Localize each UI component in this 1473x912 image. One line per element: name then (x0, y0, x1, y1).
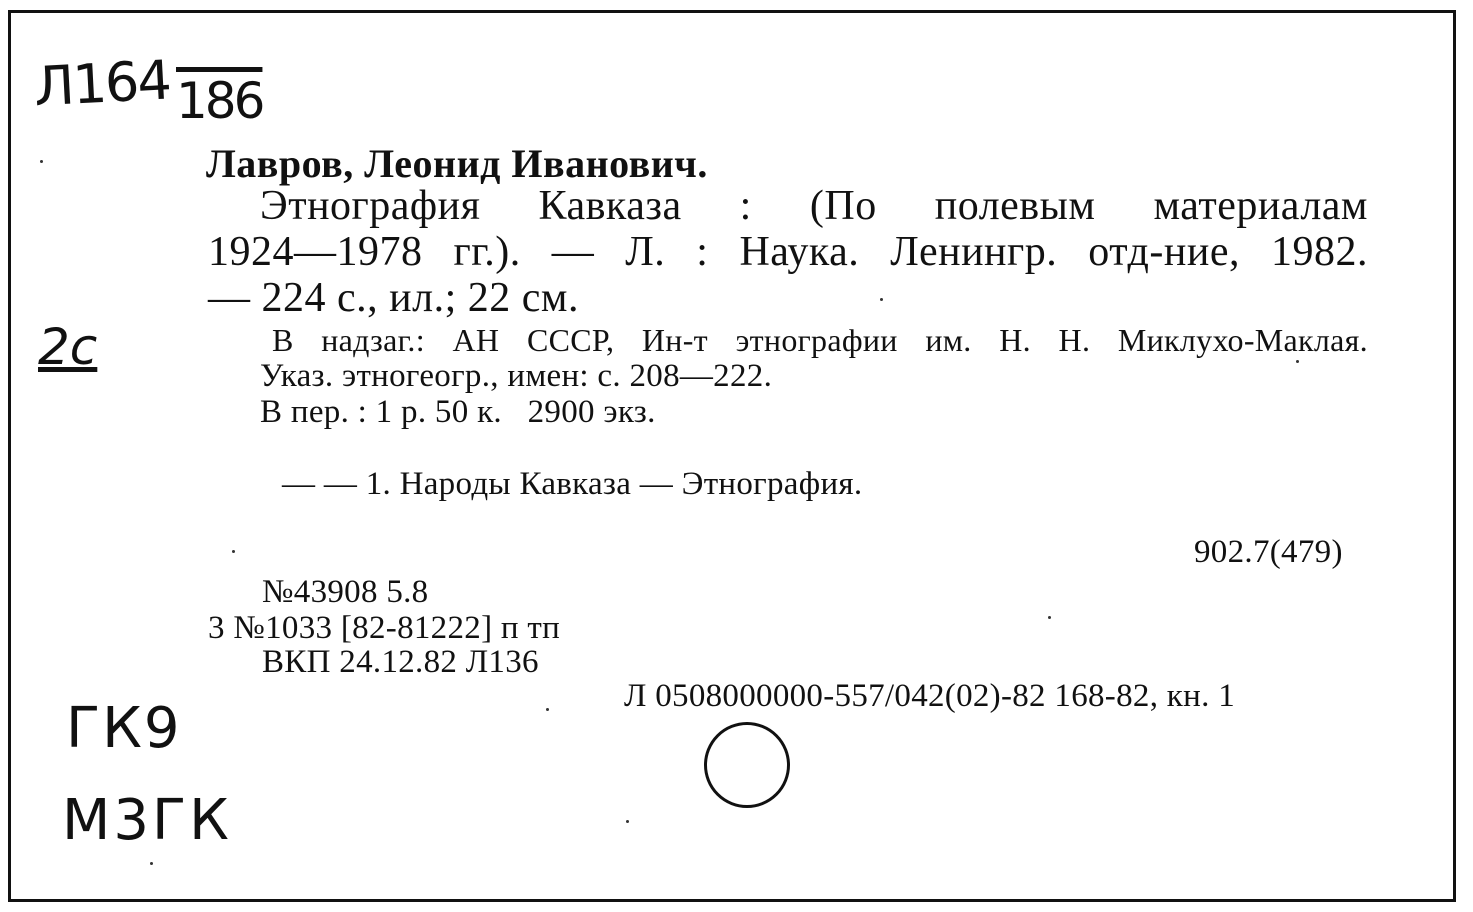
order-line-1: №43908 5.8 (262, 574, 429, 610)
publisher-code: Л 0508000000-557/042(02)-82 168-82, кн. 1 (624, 678, 1235, 714)
handwritten-note-2: М3ГК (62, 788, 232, 853)
speck (1048, 616, 1051, 619)
note-line-3: В пер. : 1 р. 50 к. 2900 экз. (260, 394, 656, 430)
stamp-circle (704, 722, 790, 808)
speck (40, 160, 43, 163)
speck (626, 820, 629, 823)
handwritten-number: 186 (176, 72, 263, 130)
author-heading: Лавров, Леонид Иванович. (206, 141, 708, 186)
order-line-2: 3 №1033 [82-81222] п тп (208, 610, 561, 646)
speck (546, 708, 549, 711)
speck (880, 298, 883, 301)
note-line-2: Указ. этногеогр., имен: с. 208—222. (260, 358, 773, 394)
handwritten-section: 2с (38, 318, 98, 376)
speck (150, 862, 153, 865)
title-line-2: 1924—1978 гг.). — Л. : Наука. Ленингр. отд-ние, 1982. (208, 229, 1368, 275)
classification-number: 902.7(479) (1194, 534, 1343, 570)
subject-heading: — — 1. Народы Кавказа — Этнография. (282, 466, 863, 502)
title-line-1: Этнография Кавказа : (По полевым материалам (260, 183, 1368, 229)
title-line-3: — 224 с., ил.; 22 см. (208, 275, 579, 321)
speck (232, 550, 235, 553)
order-line-3: ВКП 24.12.82 Л136 (262, 644, 539, 680)
handwritten-shelf-mark: Л164 (32, 48, 172, 119)
speck (1296, 360, 1299, 363)
note-line-1: В надзаг.: АН СССР, Ин-т этнографии им. Н. Н. Миклухо-Маклая. (272, 322, 1368, 358)
handwritten-note-1: ГК9 (66, 696, 182, 761)
